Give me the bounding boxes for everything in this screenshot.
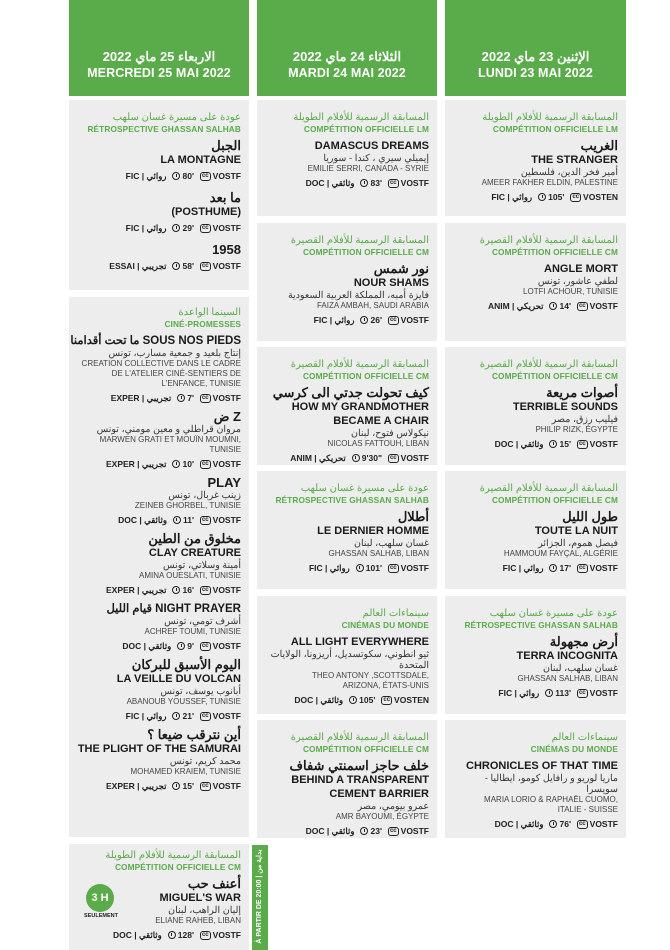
film-meta bbox=[106, 458, 241, 470]
film-title: قيام الليل NIGHT PRAYER bbox=[106, 603, 241, 615]
program-card-cinemas-du-monde bbox=[445, 720, 626, 838]
director-ar: نيكولاس فتوح، لبنان bbox=[351, 428, 429, 439]
film-entry bbox=[265, 510, 429, 574]
section-title-fr: COMPÉTITION OFFICIELLE LM bbox=[492, 124, 618, 134]
film-subtitles: cc VOSTF bbox=[578, 688, 618, 698]
clock-icon bbox=[172, 172, 180, 180]
film-subtitles: cc VOSTF bbox=[201, 781, 241, 791]
film-title-ar: أصوات مريعة bbox=[546, 385, 618, 400]
film-entry bbox=[453, 139, 618, 203]
cc-icon: cc bbox=[201, 586, 209, 593]
section-title-ar: عودة على مسيرة غسان سلهب bbox=[300, 483, 429, 494]
film-genre: FIC | روائي bbox=[125, 711, 167, 721]
film-duration: 76' bbox=[549, 818, 570, 830]
film-subtitles: cc VOSTF bbox=[389, 315, 429, 325]
film-entry bbox=[77, 532, 241, 596]
section-title-ar: سينماءات العالم bbox=[362, 608, 429, 619]
film-meta bbox=[109, 260, 241, 272]
film-genre: FIC | روائي bbox=[308, 563, 350, 573]
film-title: ض Z bbox=[213, 409, 241, 424]
film-title-fr: TERRA INCOGNITA bbox=[516, 650, 618, 662]
cc-icon: cc bbox=[201, 642, 209, 649]
cc-icon: cc bbox=[389, 564, 397, 571]
program-card-competition-cm bbox=[445, 223, 626, 341]
section-title-ar: عودة على مسيرة غسان سلهب bbox=[489, 608, 618, 619]
film-entry bbox=[77, 602, 241, 652]
director-ar: ثيو انطوني، سكوتسديل، أريزونا، الولايات المتحدة bbox=[270, 649, 429, 671]
program-card-cine-promesses bbox=[69, 297, 249, 837]
date-fr: MARDI 24 MAI 2022 bbox=[288, 66, 406, 80]
film-subtitles: cc VOSTF bbox=[578, 439, 618, 449]
clock-icon bbox=[168, 931, 176, 939]
film-duration: 14' bbox=[549, 300, 570, 312]
film-meta bbox=[106, 780, 241, 792]
film-entry bbox=[265, 139, 429, 189]
program-card-competition-cm bbox=[257, 223, 437, 341]
director-ar: عمرو بيومي، مصر bbox=[357, 801, 429, 812]
film-entry bbox=[77, 476, 241, 526]
section-title-fr: COMPÉTITION OFFICIELLE CM bbox=[491, 247, 618, 257]
film-title-ar: مخلوق من الطين bbox=[148, 531, 241, 546]
film-title-ar: أين نترقب ضيعا ؟ bbox=[147, 727, 241, 742]
film-genre: DOC | وثائقي bbox=[118, 515, 167, 525]
section-title-fr: CINÉ-PROMESSES bbox=[164, 319, 241, 329]
clock-icon bbox=[172, 460, 180, 468]
program-card-retrospective bbox=[445, 596, 626, 714]
film-entry bbox=[265, 262, 429, 326]
film-genre: FIC | روائي bbox=[498, 688, 540, 698]
film-duration: 101' bbox=[356, 562, 382, 574]
section-title-ar: عودة على مسيرة غسان سلهب bbox=[112, 112, 241, 123]
date-ar: الإثنين 23 ماي 2022 bbox=[481, 49, 590, 64]
clock-icon bbox=[545, 689, 553, 697]
director-fr: AMEER FAKHER ELDIN, PALESTINE bbox=[481, 178, 618, 187]
section-title-ar: المسابقة الرسمية للأفلام القصيرة bbox=[479, 235, 618, 246]
clock-icon bbox=[356, 564, 364, 572]
cc-icon: cc bbox=[201, 172, 209, 179]
film-meta bbox=[126, 710, 241, 722]
section-title-fr: COMPÉTITION OFFICIELLE CM bbox=[302, 744, 429, 754]
cc-icon: cc bbox=[383, 696, 391, 703]
program-card-competition-cm bbox=[257, 720, 437, 838]
director-ar: فيليب رزق، مصر bbox=[551, 414, 618, 425]
film-duration: 15' bbox=[172, 780, 193, 792]
director-ar: زينب غربال، تونس bbox=[168, 490, 241, 501]
film-meta bbox=[122, 640, 241, 652]
director-ar: ماريا لوريو و رافايل كومو، ايطاليا - سويسرا bbox=[484, 773, 618, 795]
cc-icon: cc bbox=[201, 224, 209, 231]
director-fr: CREATION COLLECTIVE DANS LE CADRE DE L'ATELIER CINÉ-SENTIERS DE L'ENFANCE, TUNISIE bbox=[81, 359, 241, 388]
film-entry bbox=[70, 334, 241, 404]
cc-icon: cc bbox=[201, 931, 209, 938]
film-subtitles: cc VOSTF bbox=[201, 711, 241, 721]
film-subtitles: cc VOSTF bbox=[201, 171, 241, 181]
film-meta bbox=[294, 694, 429, 706]
cc-icon: cc bbox=[578, 820, 586, 827]
film-genre: EXPER | تجريبي bbox=[106, 585, 167, 595]
film-title-fr: THE STRANGER bbox=[531, 154, 618, 166]
film-meta bbox=[111, 392, 241, 404]
film-genre: EXPER | تجريبي bbox=[106, 459, 167, 469]
film-subtitles: cc VOSTF bbox=[389, 178, 429, 188]
director-fr: LOTFI ACHOUR, TUNISIE bbox=[523, 287, 618, 296]
film-meta bbox=[503, 562, 618, 574]
film-duration: 11' bbox=[173, 514, 194, 526]
film-entry bbox=[453, 386, 618, 450]
section-title-fr: CINÉMAS DU MONDE bbox=[341, 620, 429, 630]
film-genre: EXPER | تجريبي bbox=[106, 781, 167, 791]
film-subtitles: cc VOSTF bbox=[201, 930, 241, 940]
cc-icon: cc bbox=[201, 782, 209, 789]
cc-icon: cc bbox=[201, 712, 209, 719]
section-title-fr: CINÉMAS DU MONDE bbox=[530, 744, 618, 754]
film-subtitles: cc VOSTF bbox=[389, 453, 429, 463]
section-title-fr: COMPÉTITION OFFICIELLE CM bbox=[114, 862, 241, 872]
film-genre: EXPER | تجريبي bbox=[110, 393, 172, 403]
film-subtitles: cc VOSTF bbox=[201, 515, 241, 525]
date-header-tuesday bbox=[257, 0, 437, 96]
film-genre: DOC | وثائقي bbox=[305, 178, 355, 188]
film-title-fr: THE PLIGHT OF THE SAMURAI bbox=[77, 743, 241, 755]
director-ar: إنتاج بلعيد و جمعية مسارب، تونس bbox=[108, 348, 241, 359]
film-duration: 113' bbox=[545, 687, 571, 699]
director-fr: GHASSAN SALHAB, LIBAN bbox=[517, 674, 618, 683]
film-subtitles: cc VOSTF bbox=[201, 585, 241, 595]
director-ar: إيميلي سيري ، كندا - سوريا bbox=[323, 153, 429, 164]
section-title-fr: RÉTROSPECTIVE GHASSAN SALHAB bbox=[275, 495, 429, 505]
film-subtitles: cc VOSTF bbox=[201, 261, 241, 271]
film-duration: 17' bbox=[549, 562, 570, 574]
section-title-ar: المسابقة الرسمية للأفلام القصيرة bbox=[479, 483, 618, 494]
film-meta bbox=[306, 177, 429, 189]
film-title-fr: LA MONTAGNE bbox=[160, 154, 241, 166]
section-title-fr: COMPÉTITION OFFICIELLE CM bbox=[491, 371, 618, 381]
film-title-ar: أطلال bbox=[397, 509, 429, 524]
film-genre: DOC | وثائقي bbox=[494, 439, 544, 449]
film-title: PLAY bbox=[207, 475, 241, 490]
film-genre: ANIM | تحريكي bbox=[290, 453, 346, 463]
film-meta bbox=[106, 584, 241, 596]
clock-icon bbox=[549, 302, 557, 310]
section-title-fr: COMPÉTITION OFFICIELLE CM bbox=[302, 247, 429, 257]
film-entry bbox=[265, 759, 429, 837]
film-meta bbox=[126, 222, 241, 234]
film-meta bbox=[495, 438, 618, 450]
clock-icon bbox=[349, 696, 357, 704]
cc-icon: cc bbox=[578, 689, 586, 696]
director-fr: ACHREF TOUMI, TUNISIE bbox=[144, 627, 241, 636]
film-title-fr: LA VEILLE DU VOLCAN bbox=[116, 673, 241, 685]
film-duration: 80' bbox=[172, 170, 193, 182]
director-fr: GHASSAN SALHAB, LIBAN bbox=[328, 549, 429, 558]
film-entry bbox=[77, 191, 241, 234]
film-subtitles: cc VOSTF bbox=[201, 393, 241, 403]
film-entry bbox=[77, 139, 241, 182]
film-title-fr: TERRIBLE SOUNDS bbox=[512, 401, 618, 413]
film-meta bbox=[491, 191, 618, 203]
film-genre: DOC | وثائقي bbox=[122, 641, 172, 651]
film-title-ar: اليوم الأسبق للبركان bbox=[131, 657, 241, 672]
director-fr: NICOLAS FATTOUH, LIBAN bbox=[327, 439, 429, 448]
cc-icon: cc bbox=[389, 827, 397, 834]
film-title-fr: NOUR SHAMS bbox=[353, 277, 429, 289]
cc-icon: cc bbox=[578, 440, 586, 447]
film-title-ar: الجبل bbox=[211, 138, 241, 153]
director-ar: غسان سلهب، لبنان bbox=[354, 538, 429, 549]
film-title-fr: HOW MY GRANDMOTHER BECAME A CHAIR bbox=[291, 401, 429, 427]
date-header-monday bbox=[445, 0, 626, 96]
section-title-fr: COMPÉTITION OFFICIELLE CM bbox=[491, 495, 618, 505]
cc-icon: cc bbox=[201, 460, 209, 467]
film-subtitles: cc VOSTF bbox=[578, 563, 618, 573]
clock-icon bbox=[173, 516, 181, 524]
film-entry bbox=[77, 243, 241, 272]
program-card-competition-cm bbox=[445, 347, 626, 465]
section-title-ar: المسابقة الرسمية للأفلام القصيرة bbox=[479, 359, 618, 370]
film-duration: 58' bbox=[172, 260, 193, 272]
date-header-wednesday bbox=[69, 0, 249, 96]
section-title-ar: المسابقة الرسمية للأفلام القصيرة bbox=[290, 732, 429, 743]
director-fr: ELIANE RAHEB, LIBAN bbox=[155, 916, 241, 925]
section-title-ar: المسابقة الرسمية للأفلام الطويلة bbox=[105, 850, 241, 861]
director-ar: مروان قراطلي و معين مومني، تونس bbox=[96, 424, 241, 435]
film-duration: 23' bbox=[360, 825, 381, 837]
cc-icon: cc bbox=[389, 316, 397, 323]
film-subtitles: cc VOSTF bbox=[389, 563, 429, 573]
film-entry bbox=[77, 728, 241, 792]
film-genre: FIC | روائي bbox=[125, 171, 167, 181]
film-subtitles: cc VOSTF bbox=[578, 819, 618, 829]
film-meta bbox=[113, 929, 241, 941]
director-fr: FAIZA AMBAH, SAUDI ARABIA bbox=[316, 301, 429, 310]
film-duration: 15' bbox=[549, 438, 570, 450]
clock-icon bbox=[172, 224, 180, 232]
cc-icon: cc bbox=[389, 454, 397, 461]
film-title-fr: DAMASCUS DREAMS bbox=[314, 140, 429, 152]
film-subtitles: cc VOSTF bbox=[201, 641, 241, 651]
film-genre: FIC | روائي bbox=[502, 563, 544, 573]
section-title-ar: المسابقة الرسمية للأفلام القصيرة bbox=[290, 235, 429, 246]
film-title-ar: طول الليل bbox=[562, 509, 618, 524]
film-genre: DOC | وثائقي bbox=[305, 826, 355, 836]
duration-badge: 3 H bbox=[86, 884, 114, 912]
director-ar: فايزة أمبه، المملكة العربية السعودية bbox=[287, 290, 429, 301]
film-title-ar: أعنف حب bbox=[187, 876, 241, 891]
film-title-ar: كيف تحولت جدتي الى كرسي bbox=[272, 385, 429, 400]
clock-icon bbox=[172, 262, 180, 270]
film-title-fr: (POSTHUME) bbox=[171, 206, 241, 218]
duration-badge-note: SEULEMENT bbox=[84, 913, 118, 919]
film-title-ar: الغريب bbox=[580, 138, 618, 153]
section-title-fr: COMPÉTITION OFFICIELLE CM bbox=[302, 371, 429, 381]
director-fr: MARWEN GRATI ET MOUÏN MOUMNI, TUNISIE bbox=[99, 435, 241, 454]
film-genre: DOC | وثائقي bbox=[494, 819, 544, 829]
film-duration: 26' bbox=[360, 314, 381, 326]
film-title: 1958 bbox=[212, 242, 241, 257]
director-fr: THEO ANTONY ,SCOTTSDALE, ARIZONA, ÉTATS-UNIS bbox=[311, 671, 429, 690]
director-fr: AMINA OUESLATI, TUNISIE bbox=[139, 571, 241, 580]
film-duration: 16' bbox=[172, 584, 193, 596]
director-ar: لطفي عاشور، تونس bbox=[537, 276, 618, 287]
film-genre: FIC | روائي bbox=[125, 223, 167, 233]
film-subtitles: cc VOSTF bbox=[389, 826, 429, 836]
film-entry bbox=[77, 410, 241, 470]
film-meta bbox=[495, 818, 618, 830]
film-subtitles: cc VOSTEN bbox=[572, 192, 618, 202]
section-title-ar: سينماءات العالم bbox=[551, 732, 618, 743]
cc-icon: cc bbox=[572, 193, 580, 200]
clock-icon bbox=[549, 820, 557, 828]
director-ar: أبانوب يوسف، تونس bbox=[160, 686, 241, 697]
film-meta bbox=[498, 687, 618, 699]
director-fr: AMR BAYOUMI, ÉGYPTE bbox=[335, 812, 429, 821]
director-fr: HAMMOUM FAYÇAL, ALGÉRIE bbox=[503, 549, 618, 558]
clock-icon bbox=[360, 827, 368, 835]
section-title-fr: RÉTROSPECTIVE GHASSAN SALHAB bbox=[87, 124, 241, 134]
film-meta bbox=[306, 825, 429, 837]
film-duration: 29' bbox=[172, 222, 193, 234]
clock-icon bbox=[549, 440, 557, 448]
film-title-fr: CLAY CREATURE bbox=[148, 547, 241, 559]
film-meta bbox=[290, 452, 429, 464]
clock-icon bbox=[172, 782, 180, 790]
film-title-fr: ALL LIGHT EVERYWHERE bbox=[290, 636, 429, 648]
director-ar: أشرف تومي، تونس bbox=[164, 616, 241, 627]
film-meta bbox=[118, 514, 241, 526]
film-title: ما تحت أقدامنا SOUS NOS PIEDS bbox=[70, 335, 241, 347]
director-fr: MARIA LORIO & RAPHAËL CUOMO, ITALIE - SUISSE bbox=[484, 795, 618, 814]
program-card-retrospective bbox=[257, 471, 437, 589]
film-title-fr: BEHIND A TRANSPARENT CEMENT BARRIER bbox=[291, 774, 429, 800]
film-title-fr: MIGUEL'S WAR bbox=[159, 892, 241, 904]
film-duration: 9'30" bbox=[352, 452, 382, 464]
film-genre: DOC | وثائقي bbox=[294, 695, 344, 705]
director-ar: أمينة وسلاتي، تونس bbox=[163, 560, 241, 571]
film-meta bbox=[314, 314, 429, 326]
film-genre: FIC | روائي bbox=[491, 192, 533, 202]
clock-icon bbox=[549, 564, 557, 572]
clock-icon bbox=[352, 454, 360, 462]
director-fr: EMILIE SERRI, CANADA - SYRIE bbox=[307, 164, 429, 173]
program-card-competition-lm bbox=[445, 100, 626, 216]
film-title-ar: نور شمس bbox=[373, 261, 429, 276]
director-ar: إليان الراهب، لبنان bbox=[168, 905, 241, 916]
director-ar: فيصل هموم، الجزائر bbox=[538, 538, 618, 549]
director-fr: ZEINEB GHORBEL, TUNISIE bbox=[134, 501, 241, 510]
section-title-fr: COMPÉTITION OFFICIELLE LM bbox=[303, 124, 429, 134]
cc-icon: cc bbox=[578, 302, 586, 309]
clock-icon bbox=[172, 586, 180, 594]
director-fr: MOHAMED KRAIEM, TUNISIE bbox=[130, 767, 241, 776]
director-ar: غسان سلهب، لبنان bbox=[543, 663, 618, 674]
film-meta bbox=[126, 170, 241, 182]
section-title-ar: المسابقة الرسمية للأفلام الطويلة bbox=[293, 112, 429, 123]
program-card-competition-lm bbox=[257, 100, 437, 216]
film-title-fr: ANGLE MORT bbox=[544, 263, 618, 275]
section-title-ar: المسابقة الرسمية للأفلام القصيرة bbox=[290, 359, 429, 370]
film-subtitles: cc VOSTF bbox=[578, 301, 618, 311]
clock-icon bbox=[360, 179, 368, 187]
film-duration: 83' bbox=[360, 177, 381, 189]
date-fr: MERCREDI 25 MAI 2022 bbox=[87, 66, 231, 80]
film-subtitles: cc VOSTF bbox=[201, 459, 241, 469]
film-genre: FIC | روائي bbox=[313, 315, 355, 325]
clock-icon bbox=[177, 642, 185, 650]
film-duration: 128' bbox=[168, 929, 194, 941]
section-title-ar: السينما الواعدة bbox=[178, 307, 241, 318]
film-genre: ESSAI | تجريبي bbox=[109, 261, 167, 271]
film-entry bbox=[77, 658, 241, 722]
section-title-fr: RÉTROSPECTIVE GHASSAN SALHAB bbox=[464, 620, 618, 630]
film-title-ar: أرض مجهولة bbox=[549, 634, 618, 649]
cc-icon: cc bbox=[578, 564, 586, 571]
director-ar: أمير فخر الدين، فلسطين bbox=[520, 167, 618, 178]
film-genre: DOC | وثائقي bbox=[112, 930, 162, 940]
film-entry bbox=[265, 386, 429, 464]
film-duration: 7' bbox=[177, 392, 194, 404]
film-title-fr: LE DERNIER HOMME bbox=[317, 525, 429, 537]
date-ar: الثلاثاء 24 ماي 2022 bbox=[292, 49, 402, 64]
film-subtitles: cc VOSTEN bbox=[383, 695, 429, 705]
film-entry bbox=[265, 635, 429, 706]
film-entry bbox=[453, 759, 618, 830]
program-card-cinemas-du-monde bbox=[257, 596, 437, 714]
film-duration: 9' bbox=[177, 640, 194, 652]
date-fr: LUNDI 23 MAI 2022 bbox=[478, 66, 593, 80]
clock-icon bbox=[538, 193, 546, 201]
film-title-ar: خلف حاجز اسمنتي شفاف bbox=[289, 758, 429, 773]
program-card-retrospective bbox=[69, 100, 249, 290]
film-entry bbox=[453, 635, 618, 699]
director-fr: ABANOUB YOUSSEF, TUNISIE bbox=[126, 697, 241, 706]
film-duration: 21' bbox=[172, 710, 193, 722]
program-card-competition-cm bbox=[445, 471, 626, 589]
date-ar: الاربعاء 25 ماي 2022 bbox=[102, 49, 216, 64]
film-title-fr: CHRONICLES OF THAT TIME bbox=[466, 760, 618, 772]
start-time-note: À PARTIR DE 20:00 | بداية من bbox=[256, 849, 263, 944]
clock-icon bbox=[360, 316, 368, 324]
cc-icon: cc bbox=[201, 262, 209, 269]
program-card-competition-cm bbox=[257, 347, 437, 465]
clock-icon bbox=[177, 394, 185, 402]
clock-icon bbox=[172, 712, 180, 720]
cc-icon: cc bbox=[389, 179, 397, 186]
cc-icon: cc bbox=[201, 394, 209, 401]
film-meta bbox=[309, 562, 429, 574]
cc-icon: cc bbox=[201, 516, 209, 523]
film-entry bbox=[453, 510, 618, 574]
film-meta bbox=[488, 300, 618, 312]
film-title-fr: TOUTE LA NUIT bbox=[534, 525, 618, 537]
film-duration: 105' bbox=[349, 694, 375, 706]
director-fr: PHILIP RIZK, ÉGYPTE bbox=[535, 425, 618, 434]
film-duration: 10' bbox=[172, 458, 193, 470]
director-ar: محمد كريم، تونس bbox=[169, 756, 241, 767]
section-title-ar: المسابقة الرسمية للأفلام الطويلة bbox=[482, 112, 618, 123]
film-entry bbox=[453, 262, 618, 312]
film-subtitles: cc VOSTF bbox=[201, 223, 241, 233]
film-genre: ANIM | تحريكي bbox=[487, 301, 544, 311]
film-title-ar: ما بعد bbox=[209, 190, 241, 205]
film-duration: 105' bbox=[538, 191, 564, 203]
